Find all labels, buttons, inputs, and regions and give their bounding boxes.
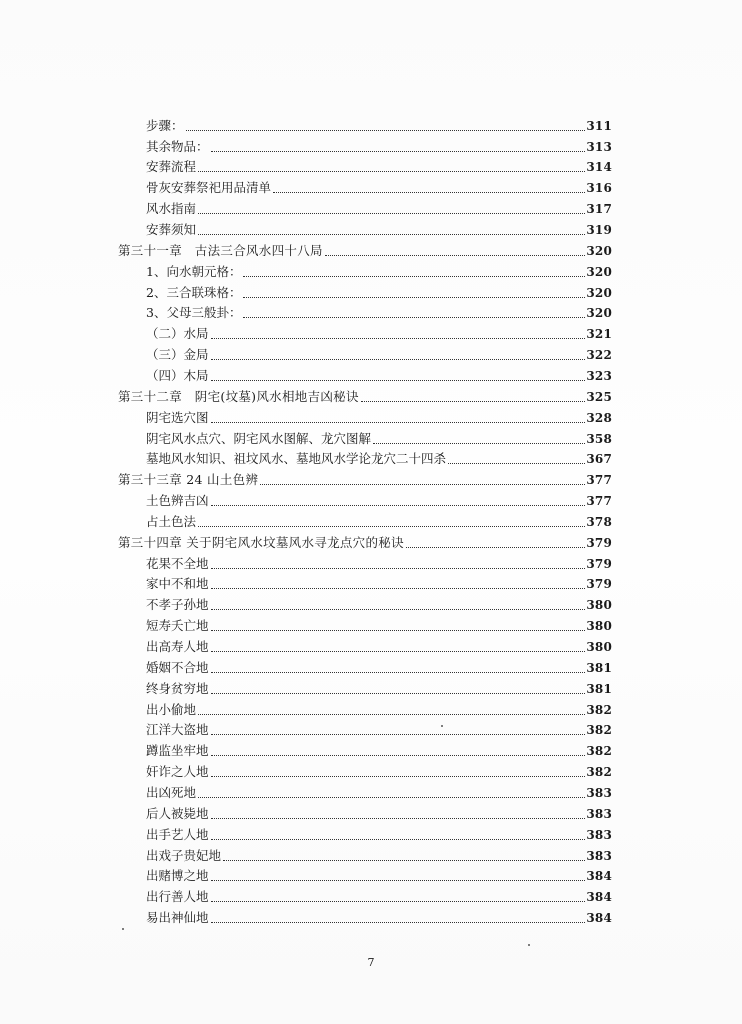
toc-entry-page: 377 [586,494,612,509]
toc-entry-page: 382 [586,744,612,759]
toc-entry-title: 第三十四章 关于阴宅风水坟墓风水寻龙点穴的秘诀 [118,534,404,550]
toc-entry [146,217,612,238]
dot-leader [211,921,586,923]
toc-entry [146,134,612,155]
dot-leader [211,879,586,881]
toc-entry-title: 1、向水朝元格： [146,263,242,279]
dot-leader [361,400,586,402]
toc-entry [146,447,612,468]
dot-leader [198,212,585,214]
toc-entry [146,864,612,885]
dot-leader [211,692,586,694]
toc-entry [146,113,612,134]
toc-entry-page: 377 [586,473,612,488]
toc-entry [146,572,612,593]
toc-entry-title: （二）水局 [146,326,209,342]
dot-leader [211,567,586,569]
dot-leader [243,296,585,298]
scan-speck [441,725,443,727]
toc-entry [146,676,612,697]
toc-entry-page: 320 [586,243,612,258]
toc-entry-title: 风水指南 [146,201,197,217]
toc-entry-page: 328 [586,410,612,425]
dot-leader [211,838,586,840]
toc-entry-title: 短寿夭亡地 [146,618,209,634]
toc-entry-page: 314 [586,160,612,175]
dot-leader [211,650,586,652]
toc-chapter-entry [118,384,612,405]
dot-leader [243,275,585,277]
toc-entry [146,843,612,864]
toc-entry [146,259,612,280]
dot-leader [211,358,586,360]
toc-entry-title: 易出神仙地 [146,910,209,926]
dot-leader [211,733,586,735]
toc-entry-title: 3、父母三般卦： [146,305,242,321]
toc-entry-title: 婚姻不合地 [146,659,209,675]
toc-entry [146,697,612,718]
toc-entry-title: 出凶死地 [146,784,197,800]
toc-entry-page: 320 [586,264,612,279]
dot-leader [211,150,586,152]
toc-entry-page: 358 [586,431,612,446]
toc-entry-page: 381 [586,660,612,675]
scan-speck [122,928,124,930]
toc-entry-title: （三）金局 [146,347,209,363]
toc-entry-page: 382 [586,702,612,717]
toc-entry [146,780,612,801]
toc-entry-page: 311 [586,118,612,133]
toc-entry-page: 382 [586,765,612,780]
toc-entry [146,613,612,634]
toc-entry [146,405,612,426]
toc-entry [146,759,612,780]
dot-leader [211,421,586,423]
dot-leader [198,233,585,235]
dot-leader [211,754,586,756]
dot-leader [198,713,585,715]
toc-entry [146,322,612,343]
toc-entry [146,488,612,509]
toc-entry-title: 2、三合联珠格： [146,284,242,300]
toc-entry [146,509,612,530]
toc-entry-page: 316 [586,181,612,196]
toc-entry-title: 出高寿人地 [146,639,209,655]
toc-entry [146,196,612,217]
toc-entry [146,551,612,572]
dot-leader [198,170,585,172]
toc-entry-title: （四）木局 [146,367,209,383]
toc-entry-title: 占土色法 [146,513,197,529]
toc-entry-page: 322 [586,348,612,363]
dot-leader [211,608,586,610]
dot-leader [260,483,585,485]
dot-leader [373,442,585,444]
dot-leader [198,525,585,527]
toc-entry [146,593,612,614]
toc-entry [146,342,612,363]
toc-entry-title: 出戏子贵妃地 [146,847,222,863]
page-number: 7 [367,956,375,969]
dot-leader [211,900,586,902]
toc-entry-title: 不孝子孙地 [146,597,209,613]
toc-entry-page: 367 [586,452,612,467]
toc-entry-page: 320 [586,285,612,300]
toc-entry-title: 安葬须知 [146,222,197,238]
toc-entry-title: 出赌博之地 [146,868,209,884]
toc-entry-page: 379 [586,556,612,571]
toc-entry-page: 383 [586,848,612,863]
dot-leader [211,504,586,506]
toc-entry-title: 第三十三章 24 山土色辨 [118,472,259,488]
toc-entry [146,634,612,655]
toc-chapter-entry [118,530,612,551]
toc-entry-title: 江洋大盗地 [146,722,209,738]
toc-entry-title: 家中不和地 [146,576,209,592]
toc-entry-page: 378 [586,514,612,529]
toc-entry-title: 终身贫穷地 [146,680,209,696]
toc-entry [146,280,612,301]
dot-leader [406,546,585,548]
toc-entry-title: 奸诈之人地 [146,764,209,780]
toc-entry-page: 379 [586,535,612,550]
toc-entry-page: 313 [586,139,612,154]
dot-leader [211,337,586,339]
dot-leader [223,859,585,861]
toc-entry [146,801,612,822]
toc-entry-page: 384 [586,911,612,926]
toc-entry-page: 380 [586,640,612,655]
dot-leader [211,775,586,777]
toc-entry-title: 阴宅选穴图 [146,409,209,425]
toc-chapter-entry [118,467,612,488]
dot-leader [448,462,585,464]
toc-entry-title: 出手艺人地 [146,826,209,842]
toc-entry-page: 383 [586,806,612,821]
toc-entry-title: 后人被毙地 [146,805,209,821]
dot-leader [186,129,586,131]
toc-chapter-entry [118,238,612,259]
toc-entry-title: 出行善人地 [146,889,209,905]
toc-entry-title: 步骤： [146,117,184,133]
toc-entry-page: 325 [586,389,612,404]
toc-entry-title: 阴宅风水点穴、阴宅风水图解、龙穴图解 [146,430,372,446]
dot-leader [211,379,586,381]
toc-entry-page: 319 [586,223,612,238]
dot-leader [211,587,586,589]
toc-entry [146,426,612,447]
toc-entry [146,739,612,760]
toc-entry-page: 320 [586,306,612,321]
toc-entry [146,822,612,843]
toc-entry-page: 384 [586,890,612,905]
toc-entry-title: 第三十一章 古法三合风水四十八局 [118,242,323,258]
toc-entry-title: 第三十二章 阴宅(坟墓)风水相地吉凶秘诀 [118,388,359,404]
dot-leader [243,316,585,318]
dot-leader [211,817,586,819]
toc-entry-page: 317 [586,202,612,217]
toc-entry-page: 380 [586,598,612,613]
scan-speck [528,944,530,946]
toc-entry [146,176,612,197]
toc-entry-page: 321 [586,327,612,342]
toc-entry [146,905,612,926]
dot-leader [273,191,585,193]
toc-entry [146,718,612,739]
toc-entry-page: 379 [586,577,612,592]
toc-entry-page: 323 [586,368,612,383]
toc-entry-title: 出小偷地 [146,701,197,717]
toc-entry-page: 383 [586,827,612,842]
toc-entry-title: 花果不全地 [146,555,209,571]
dot-leader [325,254,586,256]
toc-entry-page: 380 [586,619,612,634]
toc-entry [146,155,612,176]
toc-entry-title: 骨灰安葬祭祀用品清单 [146,180,272,196]
toc-entry-page: 381 [586,681,612,696]
toc-entry-title: 安葬流程 [146,159,197,175]
dot-leader [198,796,585,798]
toc-entry [146,363,612,384]
toc-entry-title: 蹲监坐牢地 [146,743,209,759]
toc-entry [146,301,612,322]
toc-entry [146,884,612,905]
toc-entry-page: 384 [586,869,612,884]
toc-entry [146,655,612,676]
dot-leader [211,629,586,631]
toc-entry-title: 土色辨吉凶 [146,493,209,509]
toc-entry-title: 墓地风水知识、祖坟风水、墓地风水学论龙穴二十四杀 [146,451,447,467]
toc-entry-title: 其余物品： [146,138,209,154]
dot-leader [211,671,586,673]
toc-entry-page: 383 [586,785,612,800]
toc-entry-page: 382 [586,723,612,738]
